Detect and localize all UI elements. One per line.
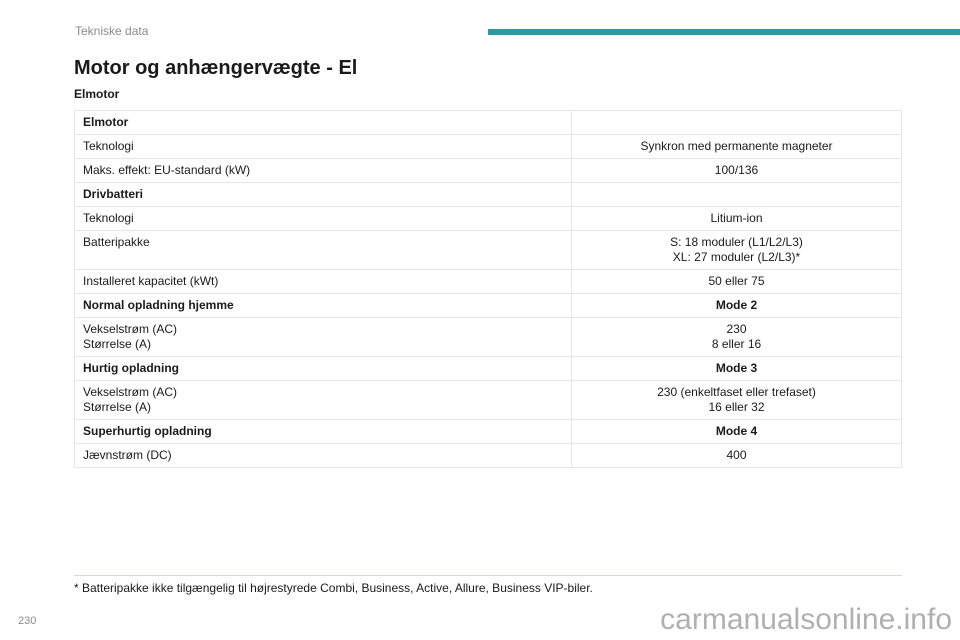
watermark: carmanualsonline.info <box>660 603 952 636</box>
row-value <box>572 270 902 294</box>
row-value <box>572 294 902 318</box>
row-value <box>572 357 902 381</box>
row-label <box>75 135 572 159</box>
cell-line: Mode 2 <box>715 298 758 312</box>
row-label <box>75 111 572 135</box>
cell-line: Synkron med permanente magneter <box>640 139 833 153</box>
cell-line: Superhurtig opladning <box>83 424 212 438</box>
footnote-divider <box>74 575 902 576</box>
row-label <box>75 207 572 231</box>
table-row <box>75 159 902 183</box>
cell-line: Elmotor <box>83 115 129 129</box>
table-row <box>75 111 902 135</box>
table-row <box>75 420 902 444</box>
table-row <box>75 270 902 294</box>
row-value <box>572 135 902 159</box>
cell-line: Hurtig opladning <box>83 361 179 375</box>
row-label <box>75 183 572 207</box>
row-value <box>572 183 902 207</box>
section-subtitle: Elmotor <box>74 87 120 101</box>
cell-line: Drivbatteri <box>83 187 144 201</box>
row-value <box>572 207 902 231</box>
table-row <box>75 135 902 159</box>
table-row <box>75 444 902 468</box>
cell-line: Batteripakke <box>83 235 150 249</box>
row-label <box>75 270 572 294</box>
row-label <box>75 159 572 183</box>
cell-line: Mode 4 <box>715 424 758 438</box>
table-row <box>75 294 902 318</box>
table-row <box>75 381 902 420</box>
table-row <box>75 318 902 357</box>
cell-line: 230 <box>726 322 747 336</box>
cell-line: 100/136 <box>714 163 759 177</box>
row-value <box>572 231 902 270</box>
footnote: * Batteripakke ikke tilgængelig til højrestyrede Combi, Business, Active, Allure, Business VIP-biler. <box>74 581 593 595</box>
row-value <box>572 159 902 183</box>
row-label <box>75 294 572 318</box>
row-value <box>572 111 902 135</box>
row-value <box>572 381 902 420</box>
cell-line: S: 18 moduler (L1/L2/L3) <box>670 235 803 249</box>
header-accent-bar <box>488 29 960 35</box>
spec-table <box>74 110 902 468</box>
page-title: Motor og anhængervægte - El <box>74 57 358 79</box>
cell-line: Teknologi <box>83 211 134 225</box>
cell-line: Maks. effekt: EU-standard (kW) <box>83 163 251 177</box>
cell-line: 230 (enkeltfaset eller trefaset) <box>657 385 816 399</box>
cell-line: 50 eller 75 <box>708 274 765 288</box>
page-number: 230 <box>18 615 37 627</box>
cell-line: Størrelse (A) <box>83 337 152 351</box>
cell-line: Teknologi <box>83 139 134 153</box>
table-row <box>75 183 902 207</box>
cell-line: Jævnstrøm (DC) <box>83 448 172 462</box>
row-label <box>75 318 572 357</box>
row-label <box>75 381 572 420</box>
cell-line: 400 <box>726 448 747 462</box>
cell-line: 16 eller 32 <box>708 400 765 414</box>
section-header: Tekniske data <box>75 24 149 38</box>
row-value <box>572 318 902 357</box>
cell-line: Normal opladning hjemme <box>83 298 234 312</box>
cell-line: Vekselstrøm (AC) <box>83 322 178 336</box>
table-row <box>75 207 902 231</box>
cell-line: XL: 27 moduler (L2/L3)* <box>672 250 801 264</box>
row-label <box>75 444 572 468</box>
table-row <box>75 357 902 381</box>
row-label <box>75 357 572 381</box>
cell-line: Størrelse (A) <box>83 400 152 414</box>
row-label <box>75 420 572 444</box>
cell-line: Mode 3 <box>715 361 758 375</box>
cell-line: Vekselstrøm (AC) <box>83 385 178 399</box>
row-label <box>75 231 572 270</box>
table-row <box>75 231 902 270</box>
cell-line: Litium-ion <box>710 211 763 225</box>
cell-line: Installeret kapacitet (kWt) <box>83 274 219 288</box>
row-value <box>572 420 902 444</box>
cell-line: 8 eller 16 <box>711 337 762 351</box>
row-value <box>572 444 902 468</box>
